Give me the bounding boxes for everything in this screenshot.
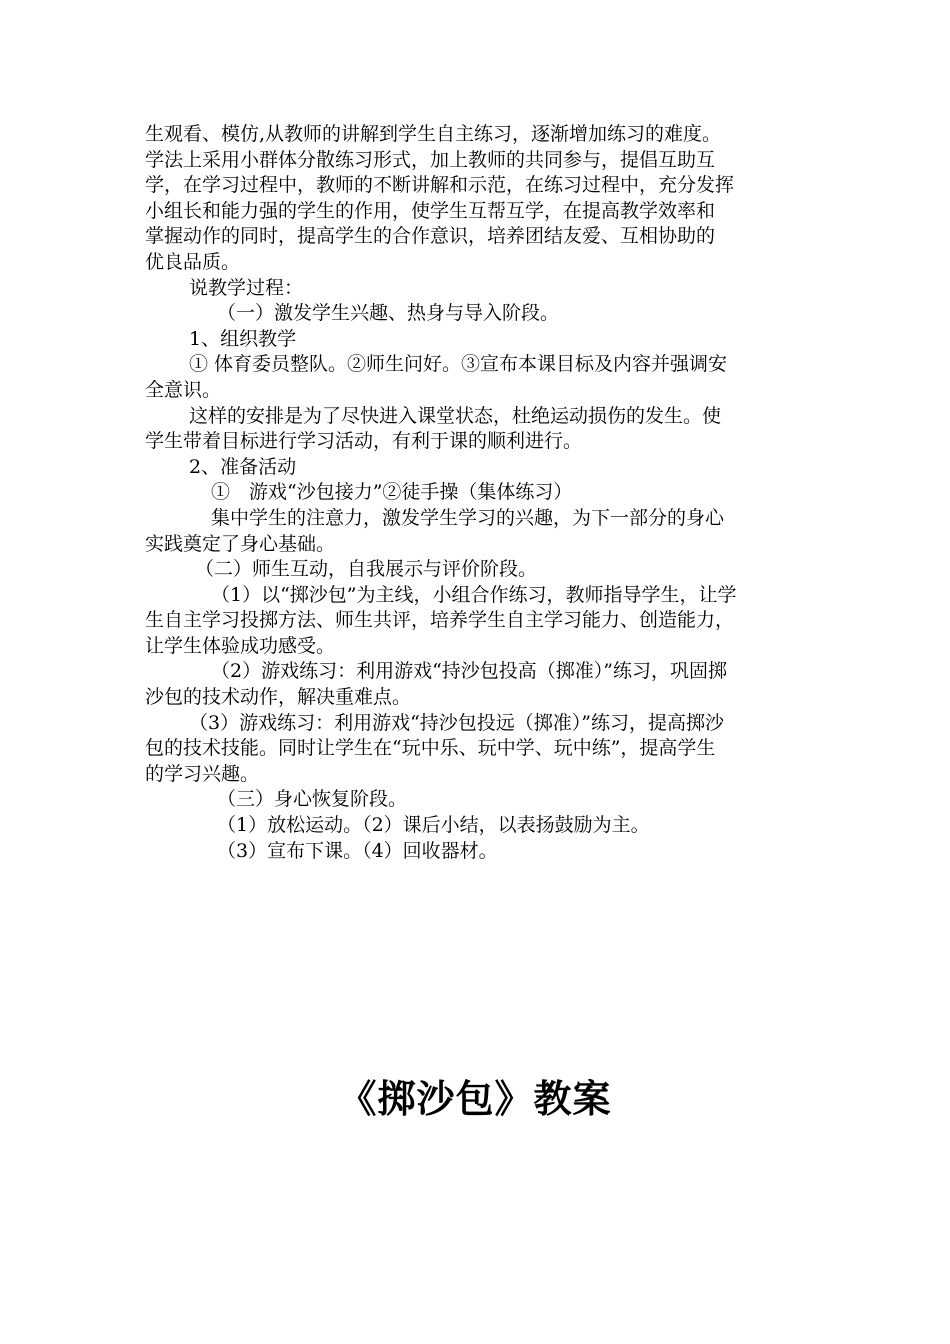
text-line: 生自主学习投掷方法、师生共评，培养学生自主学习能力、创造能力，: [145, 609, 735, 632]
text-line: （1）放松运动。（2）课后小结，以表扬鼓励为主。: [217, 814, 650, 837]
text-line: 的学习兴趣。: [145, 762, 260, 785]
text-line: （一）激发学生兴趣、热身与导入阶段。: [217, 302, 560, 325]
text-line: （2）游戏练习：利用游戏“持沙包投高（掷准）”练习，巩固掷: [211, 660, 728, 683]
text-line: 包的技术技能。同时让学生在“玩中乐、玩中学、玩中练”，提高学生: [145, 737, 716, 760]
text-line: 这样的安排是为了尽快进入课堂状态，杜绝运动损伤的发生。使: [189, 404, 722, 427]
text-line: 2、准备活动: [189, 455, 297, 478]
text-line: 1、组织教学: [189, 327, 297, 350]
text-line: 全意识。: [145, 378, 222, 401]
body-text: [145, 122, 807, 864]
text-line: （1）以“掷沙包”为主线，小组合作练习，教师指导学生，让学: [211, 583, 737, 606]
text-line: （3）宣布下课。（4）回收器材。: [217, 839, 498, 862]
text-line: 学，在学习过程中，教师的不断讲解和示范，在练习过程中，充分发挥: [145, 174, 735, 197]
text-line: （三）身心恢复阶段。: [217, 788, 408, 811]
text-line: 让学生体验成功感受。: [145, 634, 336, 657]
document-title: 《掷沙包》教案: [338, 1077, 612, 1121]
text-line: 学生带着目标进行学习活动，有利于课的顺利进行。: [145, 430, 583, 453]
text-line: 掌握动作的同时，提高学生的合作意识，培养团结友爱、互相协助的: [145, 225, 716, 248]
text-line: ① 游戏“沙包接力”②徒手操（集体练习）: [211, 481, 573, 504]
text-line: （二）师生互动，自我展示与评价阶段。: [195, 558, 538, 581]
text-line: 学法上采用小群体分散练习形式，加上教师的共同参与，提倡互助互: [145, 148, 716, 171]
text-line: 优良品质。: [145, 250, 241, 273]
text-line: 集中学生的注意力，激发学生学习的兴趣，为下一部分的身心: [211, 506, 725, 529]
text-line: 小组长和能力强的学生的作用，使学生互帮互学，在提高教学效率和: [145, 199, 716, 222]
text-line: （3）游戏练习：利用游戏“持沙包投远（掷准）”练习，提高掷沙: [189, 711, 725, 734]
text-line: 实践奠定了身心基础。: [145, 532, 336, 555]
text-line: 生观看、模仿,从教师的讲解到学生自主练习，逐渐增加练习的难度。: [145, 123, 722, 145]
text-line: 说教学过程：: [189, 276, 304, 299]
text-line: ① 体育委员整队。②师生问好。③宣布本课目标及内容并强调安: [189, 353, 728, 376]
text-line: 沙包的技术动作，解决重难点。: [145, 686, 412, 709]
